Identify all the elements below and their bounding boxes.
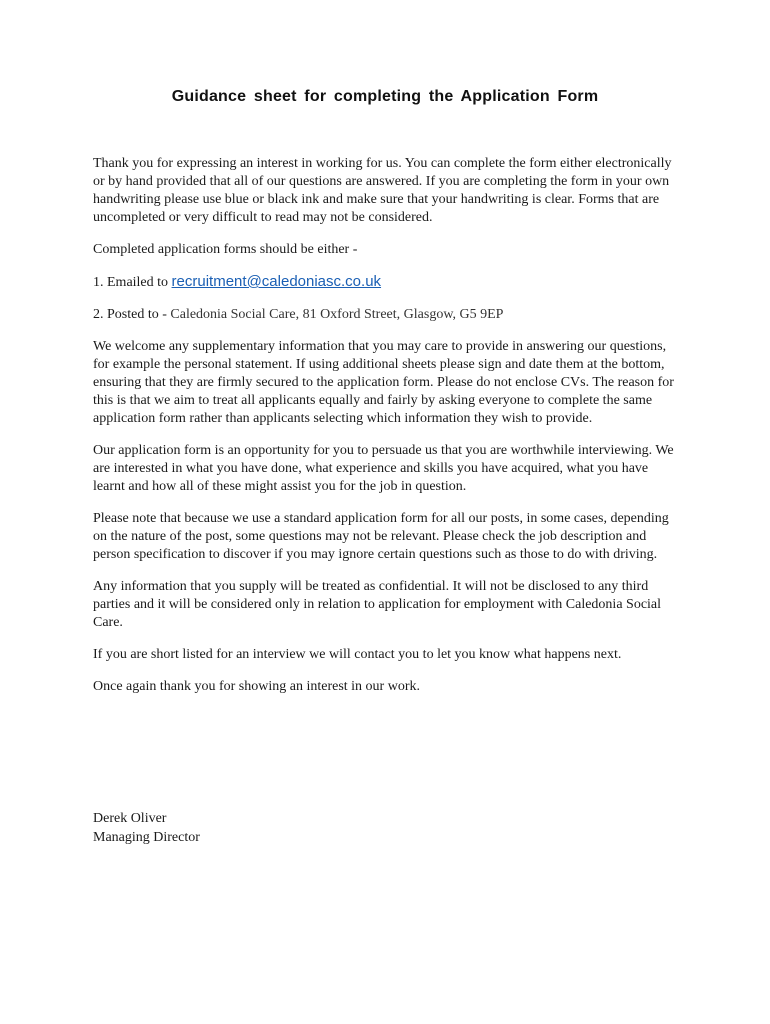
signatory-name: Derek Oliver bbox=[93, 811, 167, 826]
intro-paragraph: Thank you for expressing an interest in working for us. You can complete the form either electronically or by hand provided that all of our questions are answered. If you are completing the form in your own handwriting please use blue or black ink and make sure that your handwriting is clear. Forms that are uncompleted or very difficult to read may not be considered. bbox=[93, 156, 672, 225]
option-post bbox=[93, 306, 683, 324]
paragraph-supplementary: We welcome any supplementary information that you may care to provide in answering our questions, for example the personal statement. If using additional sheets please sign and date them at the bottom, ensuring that they are firmly secured to the application form. Please do not enclose CVs. The reason for this is that we aim to treat all applicants equally and fairly by asking everyone to complete the same application form rather than applicants selecting which information they wish to provide. bbox=[93, 339, 674, 426]
option-email-prefix: 1. Emailed to bbox=[93, 275, 172, 290]
signature-block bbox=[93, 809, 200, 847]
option-email bbox=[93, 273, 683, 292]
page-title: Guidance sheet for completing the Application Form bbox=[171, 88, 599, 105]
option-post-prefix: 2. Posted to - bbox=[93, 307, 171, 322]
submission-intro: Completed application forms should be either - bbox=[93, 242, 358, 257]
signatory-role: Managing Director bbox=[93, 830, 200, 845]
letter-body bbox=[93, 155, 683, 710]
recruitment-email-link[interactable]: recruitment@caledoniasc.co.uk bbox=[171, 273, 382, 290]
paragraph-relevance: Please note that because we use a standard application form for all our posts, in some cases, depending on the nature of the post, some questions may not be relevant. Please check the job description and person specification to discover if you may ignore certain questions such as those to do with driving. bbox=[93, 511, 669, 562]
paragraph-shortlist: If you are short listed for an interview we will contact you to let you know what happens next. bbox=[93, 647, 622, 662]
paragraph-confidential: Any information that you supply will be treated as confidential. It will not be disclosed to any third parties and it will be considered only in relation to application for employment with Caledonia Social Care. bbox=[93, 579, 662, 630]
paragraph-opportunity: Our application form is an opportunity for you to persuade us that you are worthwhile interviewing. We are interested in what you have done, what experience and skills you have acquired, what you have learnt and how all of these might assist you for the job in question. bbox=[93, 443, 674, 494]
paragraph-thanks: Once again thank you for showing an interest in our work. bbox=[93, 679, 420, 694]
postal-address: Caledonia Social Care, 81 Oxford Street, Glasgow, G5 9EP bbox=[170, 307, 504, 322]
